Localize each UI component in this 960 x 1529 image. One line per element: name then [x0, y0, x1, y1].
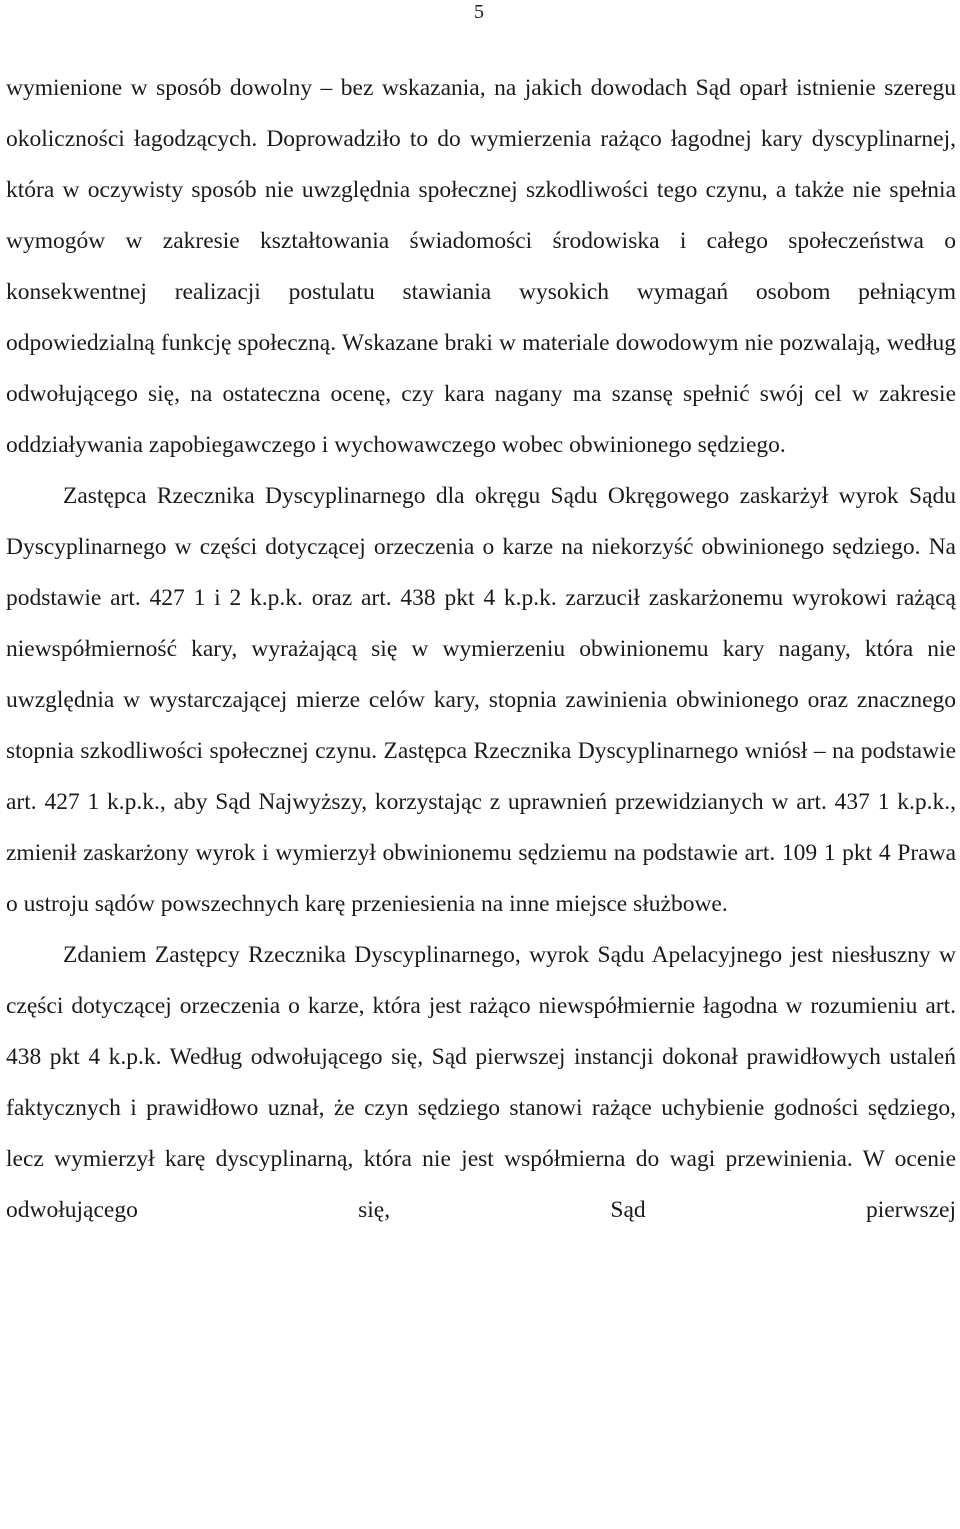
paragraph-deputy-opinion: Zdaniem Zastępcy Rzecznika Dyscyplinarnego, wyrok Sądu Apelacyjnego jest niesłuszny w części dotyczącej orzeczenia o karze, która jest rażąco niewspółmiernie łagodna w rozumieniu art. 438 pkt 4 k.p.k. Według odwołującego się, Sąd pierwszej instancji dokonał prawidłowych ustaleń faktycznych i prawidłowo uznał, że czyn sędziego stanowi rażące uchybienie godności sędziego, lecz wymierzył karę dyscyplinarną, która nie jest współmierna do wagi przewinienia. W ocenie odwołującego się, Sąd pierwszej [6, 942, 956, 1223]
document-body [6, 63, 956, 1236]
page-number: 5 [474, 1, 484, 23]
paragraph-deputy-appeal: Zastępca Rzecznika Dyscyplinarnego dla okręgu Sądu Okręgowego zaskarżył wyrok Sądu Dyscyplinarnego w części dotyczącej orzeczenia o karze na niekorzyść obwinionego sędziego. Na podstawie art. 427 1 i 2 k.p.k. oraz art. 438 pkt 4 k.p.k. zarzucił zaskarżonemu wyrokowi rażącą niewspółmierność kary, wyrażającą się w wymierzeniu obwinionemu kary nagany, która nie uwzględnia w wystarczającej mierze celów kary, stopnia zawinienia obwinionego oraz znacznego stopnia szkodliwości społecznej czynu. Zastępca Rzecznika Dyscyplinarnego wniósł – na podstawie art. 427 1 k.p.k., aby Sąd Najwyższy, korzystając z uprawnień przewidzianych w art. 437 1 k.p.k., zmienił zaskarżony wyrok i wymierzył obwinionemu sędziemu na podstawie art. 109 1 pkt 4 Prawa o ustroju sądów powszechnych karę przeniesienia na inne miejsce służbowe. [6, 483, 956, 917]
paragraph-appeal-argument: wymienione w sposób dowolny – bez wskazania, na jakich dowodach Sąd oparł istnienie szeregu okoliczności łagodzących. Doprowadziło to do wymierzenia rażąco łagodnej kary dyscyplinarnej, która w oczywisty sposób nie uwzględnia społecznej szkodliwości tego czynu, a także nie spełnia wymogów w zakresie kształtowania świadomości środowiska i całego społeczeństwa o konsekwentnej realizacji postulatu stawiania wysokich wymagań osobom pełniącym odpowiedzialną funkcję społeczną. Wskazane braki w materiale dowodowym nie pozwalają, według odwołującego się, na ostateczna ocenę, czy kara nagany ma szansę spełnić swój cel w zakresie oddziaływania zapobiegawczego i wychowawczego wobec obwinionego sędziego. [6, 75, 956, 458]
